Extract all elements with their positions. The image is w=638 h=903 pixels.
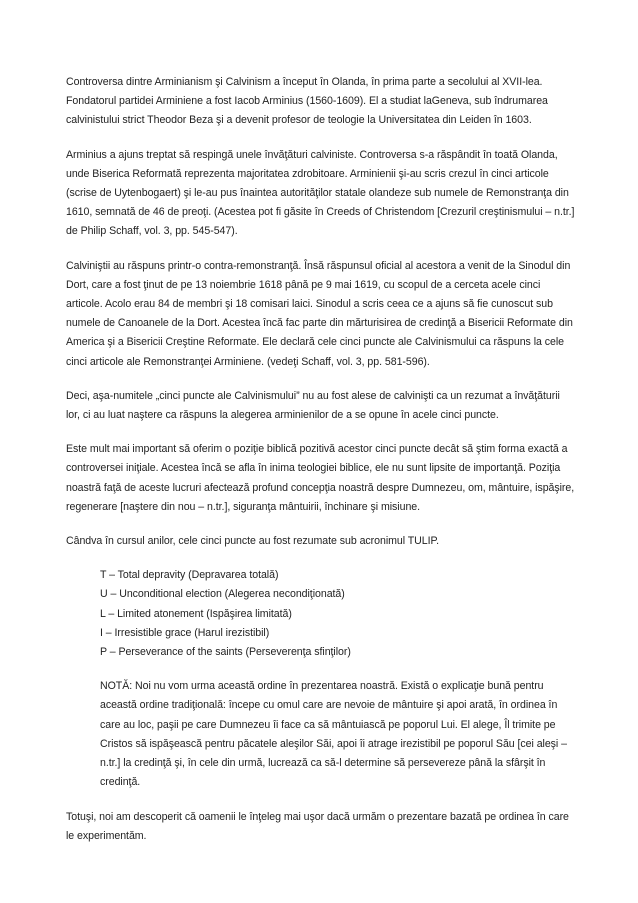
tulip-list [66, 566, 576, 662]
tulip-item-p: P – Perseverance of the saints (Perseverenţa sfinţilor) [100, 646, 351, 659]
document-body [66, 73, 576, 861]
tulip-item-l: L – Limited atonement (Ispăşirea limitată) [100, 607, 292, 620]
tulip-item-t: T – Total depravity (Depravarea totală) [100, 569, 279, 582]
paragraph-tulip-intro: Cândva în cursul anilor, cele cinci puncte au fost rezumate sub acronimul TULIP. [66, 535, 440, 548]
paragraph-dort: Calviniştii au răspuns printr-o contra-remonstranţă. Însă răspunsul oficial al acestora a venit de la Sinodul din Dort, care a fost ţinut de pe 13 noiembrie 1618 până pe 9 mai 1619, cu scopul de a cerceta acele cinci articole. Acolo erau 84 de membri şi 18 comisari laici. Sinodul a scris ceea ce a ajuns să fie cunoscut sub numele de Canoanele de la Dort. Acestea încă fac parte din mărturisirea de credinţă a Bisericii Reformate din America şi a Bisericii Creştine Reformate. Ele declară cele cinci puncte ale Calvinismului ca răspuns la cele cinci articole ale Remonstranţei Arminiene. (vedeţi Schaff, vol. 3, pp. 581-596). [66, 259, 573, 368]
note-paragraph: NOTĂ: Noi nu vom urma această ordine în prezentarea noastră. Există o explicaţie bună pentru această ordine tradiţională: începe cu omul care are nevoie de mântuire şi apoi arată, în ordinea în care au loc, paşii pe care Dumnezeu îi face ca să mântuiască pe poporul Lui. El alege, Îl trimite pe Cristos să ispăşească pentru păcatele aleşilor Săi, apoi îi atrage irezistibil pe poporul Său [cei aleşi – n.tr.] la credinţă şi, în cele din urmă, lucrează ca să-l determine să persevereze până la sfârşit în credinţă. [100, 680, 567, 789]
paragraph-origin: Controversa dintre Arminianism şi Calvinism a început în Olanda, în prima parte a secolului al XVII-lea. Fondatorul partidei Arminiene a fost Iacob Arminius (1560-1609). El a studiat laGeneva, sub îndrumarea calvinistului strict Theodor Beza şi a devenit profesor de teologie la Universitatea din Leiden în 1603. [66, 76, 548, 127]
paragraph-importance: Este mult mai important să oferim o poziţie biblică pozitivă acestor cinci puncte decât să ştim forma exactă a controversei iniţiale. Acestea încă se afla în inima teologiei biblice, ele nu sunt lipsite de importanţă. Poziţia noastră faţă de aceste lucruri afectează profund concepţia noastră despre Dumnezeu, om, mântuire, ispăşire, regenerare [naştere din nou – n.tr.], siguranţa mântuirii, închinare şi misiune. [66, 443, 575, 513]
paragraph-closing: Totuşi, noi am descoperit că oamenii le înţeleg mai uşor dacă urmăm o prezentare bazată pe ordinea în care le experimentăm. [66, 810, 569, 842]
tulip-item-u: U – Unconditional election (Alegerea necondiţionată) [100, 588, 345, 601]
paragraph-arminius: Arminius a ajuns treptat să respingă unele învăţături calviniste. Controversa s-a răspândit în toată Olanda, unde Biserica Reformată reprezenta majoritatea zdrobitoare. Arminienii şi-au scris crezul în cinci articole (scrise de Uytenbogaert) şi le-au pus înaintea autorităţilor statale olandeze sub numele de Remonstranţa din 1610, semnată de 46 de preoţi. (Acestea pot fi găsite în Creeds of Christendom [Crezuril creştinismului – n.tr.] de Philip Schaff, vol. 3, pp. 545-547). [66, 148, 575, 238]
tulip-item-i: I – Irresistible grace (Harul irezistibil) [100, 626, 270, 639]
paragraph-five-points: Deci, aşa-numitele „cinci puncte ale Calvinismului” nu au fost alese de calvinişti ca un rezumat a învăţăturii lor, ci au luat naştere ca răspuns la alegerea arminienilor de a se opune în acele cinci puncte. [66, 389, 560, 422]
